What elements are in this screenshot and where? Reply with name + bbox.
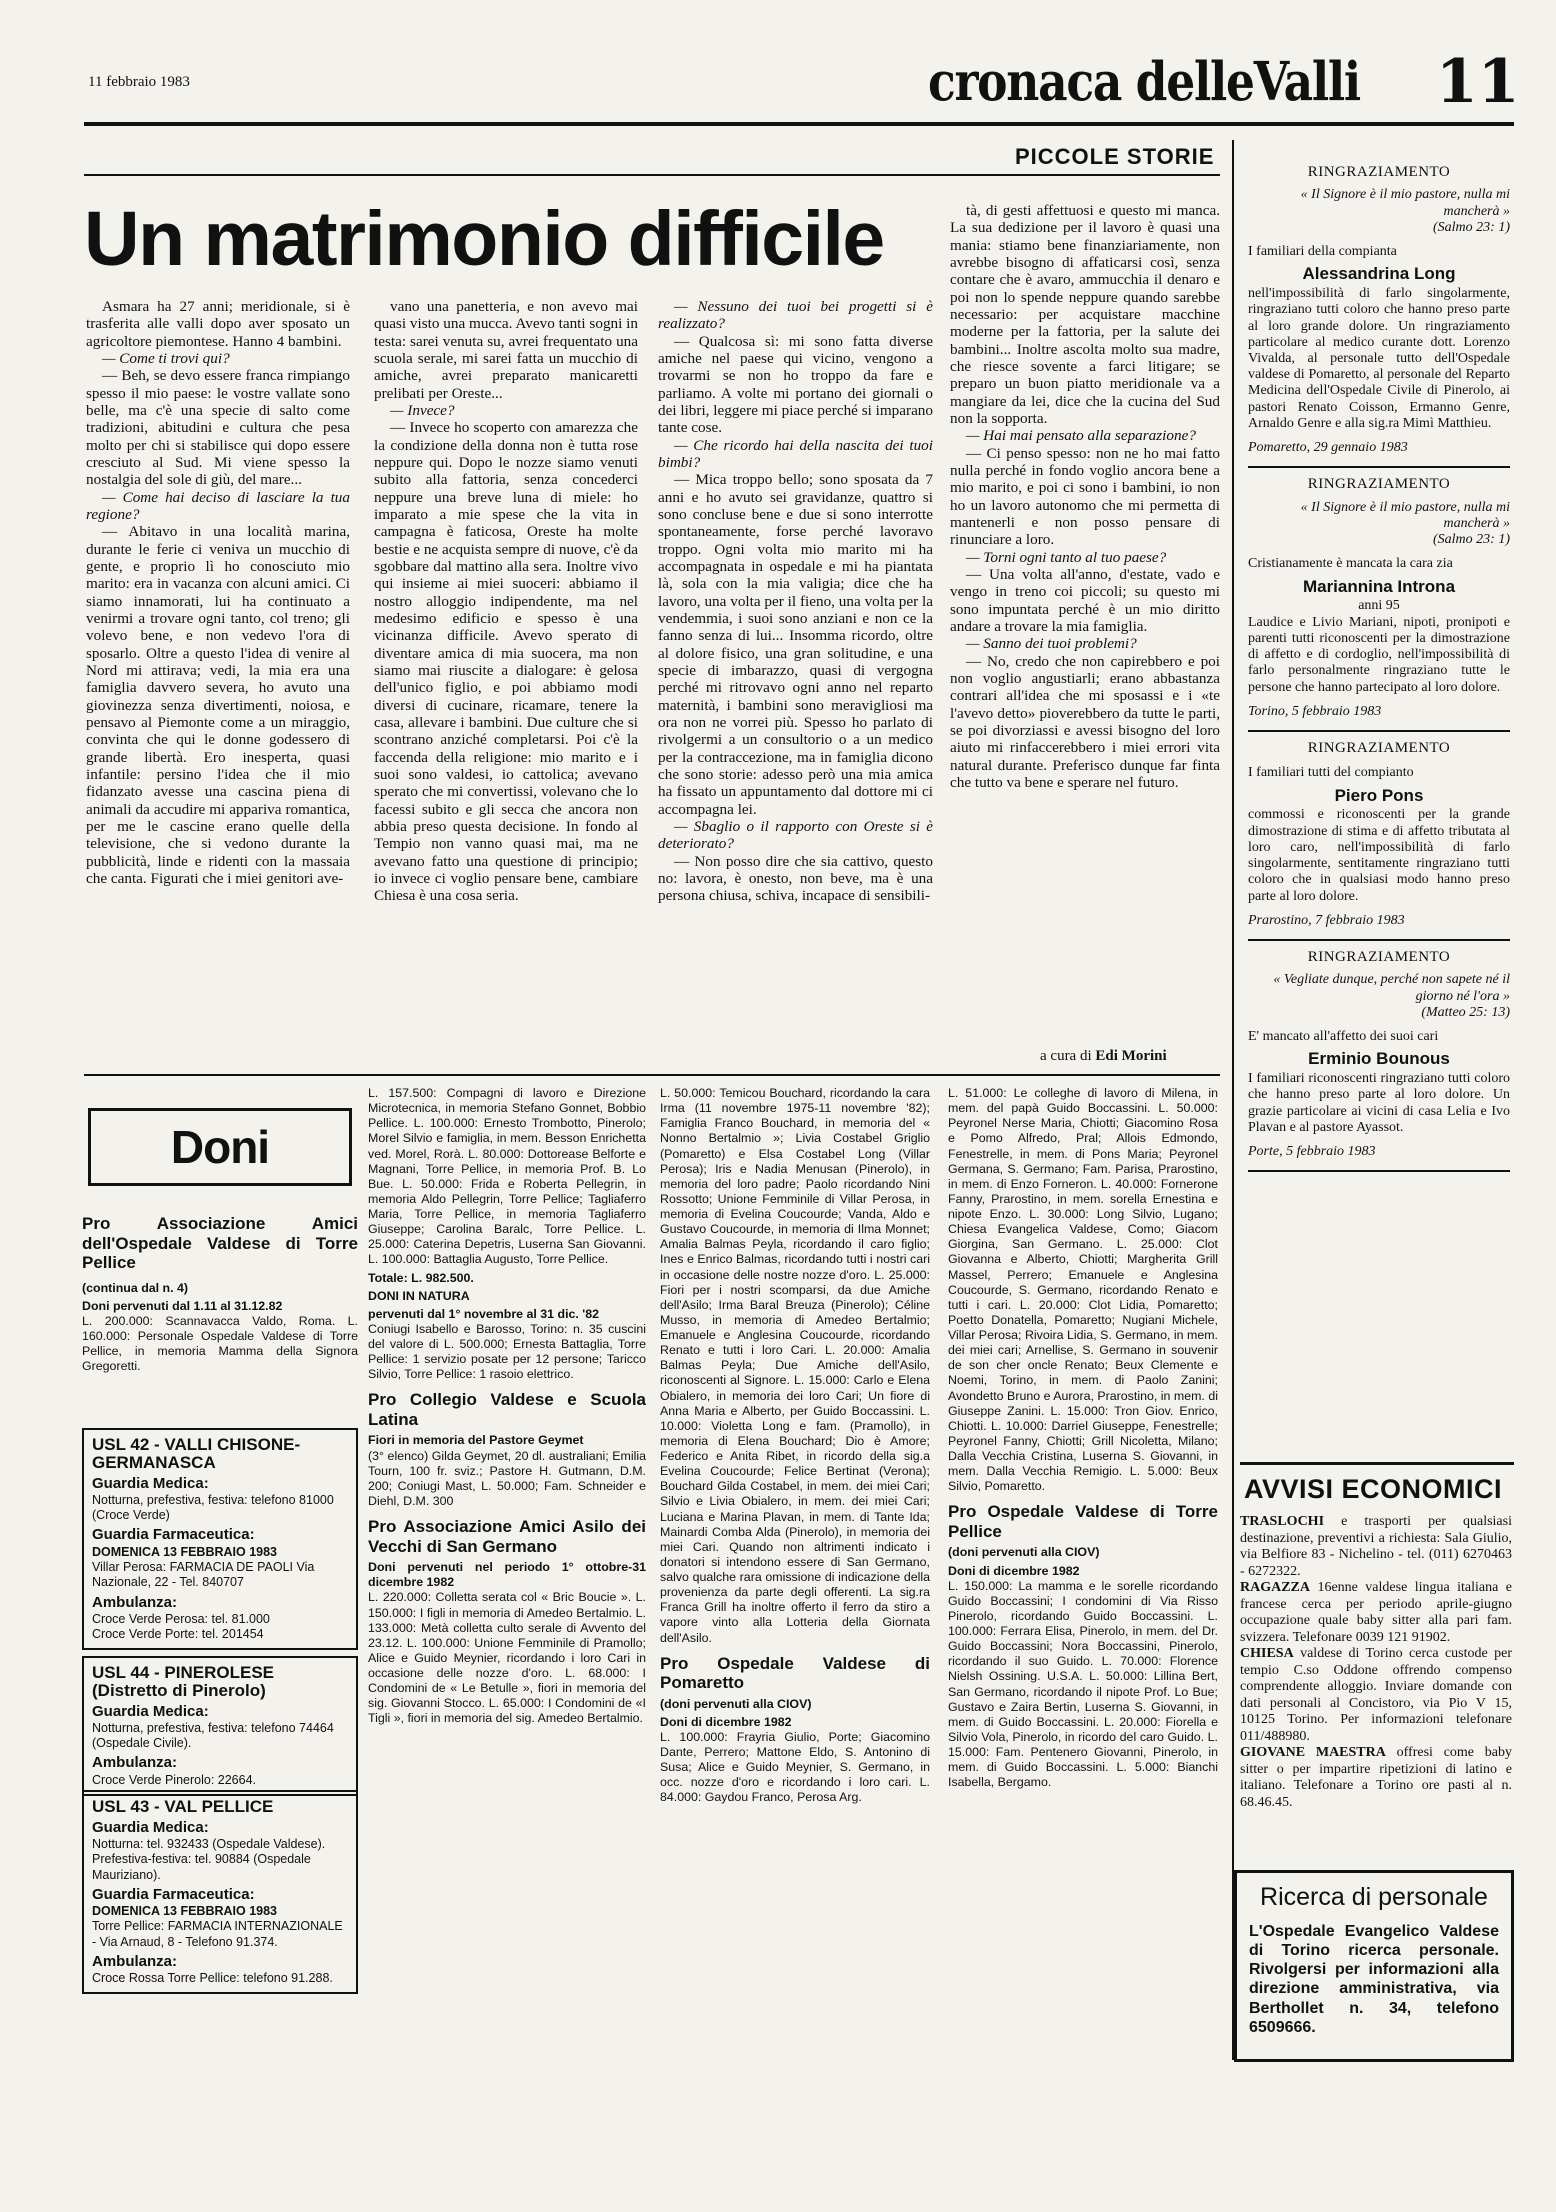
thanks-notice: [1248, 949, 1510, 1172]
usl-line: Guardia Medica:: [92, 1818, 209, 1836]
article-paragraph: — Una volta all'anno, d'estate, vado e vengo in treno coi piccoli; su questo mi sono impuntata perché è un mio diritto andare a trovare la mia famiglia.: [950, 565, 1220, 635]
right-column-divider: [1232, 140, 1234, 2060]
doni-assoc-period: Doni pervenuti dal 1.11 al 31.12.82: [82, 1298, 283, 1313]
article-paragraph: — Mica troppo bello; sono sposata da 7 anni e ho avuto sei gravidanze, quattro si sono concluse bene e due si sono interrotte spontaneamente, forse perché lavoravo troppo. Ogni volta mio marito mi ha accompagnata in ospedale e mi ha piantata là, sola con la mia valigia; dice che ha lavoro, una volta per il fieno, una volta per la vendemmia, i suoi sono anziani e non ce la fanno senza di lui... Insomma ricordo, oltre al dolore fisico, una gran solitudine, e una specie di imbarazzo, quasi di vergogna perché mi ritrovavo ogni anno nel reparto maternità, i bambini sono meravigliosi ma ora non ne vorrei più. Spesso ho parlato di rivolgermi a un consultorio o a un medico per la contraccezione, ma in famiglia dicono che sono storie: adesso però una mia amica ha fissato un appuntamento dal dottore mi ci accompagna lei.: [658, 471, 933, 818]
article-column-2: [374, 298, 638, 1058]
article-paragraph: — Hai mai pensato alla separazione?: [966, 427, 1196, 445]
article-column-4: [950, 202, 1220, 1040]
ricerca-box: [1234, 1870, 1514, 2062]
thanks-age: anni 95: [1358, 598, 1400, 614]
torre-title: Pro Ospedale Valdese di Torre Pellice: [948, 1502, 1218, 1541]
doni-natura-period: pervenuti dal 1° novembre al 31 dic. '82: [368, 1306, 600, 1321]
doni-assoc-body: L. 200.000: Scannavacca Valdo, Roma. L. 160.000: Personale Ospedale Valdese di Torre Pellice, in memoria Mamma della Signora Gregoretti.: [82, 1313, 358, 1374]
article-paragraph: Asmara ha 27 anni; meridionale, si è trasferita alle valli dopo aver sposato un agricoltore piemontese. Hanno 4 bambini.: [86, 298, 350, 350]
article-headline: Un matrimonio difficile: [84, 196, 884, 282]
avviso-lead: GIOVANE MAESTRA: [1240, 1745, 1386, 1761]
avvisi-rule: [1240, 1462, 1514, 1465]
article-paragraph: — Invece?: [390, 401, 455, 419]
thanks-text: Laudice e Livio Mariani, nipoti, pronipoti e parenti tutti riconoscenti per la dimostrazione di affetto e di cordoglio, nell'impossibilità di farlo personalmente ringraziano tutte le persone che hanno partecipato al loro dolore.: [1248, 614, 1510, 695]
article-paragraph: vano una panetteria, e non avevo mai quasi visto una mucca. Avevo tanti sogni in testa: sarei venuta su, avrei frequentato una scuola serale, mi sarei fatta un mucchio di amiche, avrei preparato manicaretti prelibati per Oreste...: [374, 298, 638, 402]
thanks-notice: [1248, 164, 1510, 468]
thanks-ref: (Salmo 23: 1): [1433, 219, 1510, 235]
doni-natura-title: DONI IN NATURA: [368, 1288, 470, 1303]
thanks-epigraph: « Il Signore è il mio pastore, nulla mi mancherà »: [1300, 499, 1510, 532]
thanks-deceased-name: Mariannina Introna: [1302, 576, 1456, 596]
avviso-item: [1240, 1514, 1512, 1580]
usl-line: Villar Perosa: FARMACIA DE PAOLI Via Nazionale, 22 - Tel. 840707: [92, 1560, 315, 1590]
usl-box: [82, 1428, 358, 1650]
doni-natura-body: Coniugi Isabello e Barosso, Torino: n. 35 cuscini del valore di L. 500.000; Ernesta Battaglia, Torre Pellice: 1 servizio posate per 12 persone; Taricco Silvio, Torre Pellice: 1 rasoio elettrico.: [368, 1321, 646, 1382]
usl-line: DOMENICA 13 FEBBRAIO 1983: [92, 1544, 277, 1559]
thanks-heading: RINGRAZIAMENTO: [1307, 740, 1451, 757]
usl-title: USL 44 - PINEROLESE (Distretto di Pinerolo): [92, 1663, 275, 1700]
usl-box: [82, 1656, 358, 1796]
masthead: cronaca delleValli: [928, 51, 1360, 113]
thanks-deceased-name: Erminio Bounous: [1308, 1049, 1450, 1069]
pomaretto-body: L. 100.000: Frayria Giulio, Porte; Giacomino Dante, Perrero; Mattone Eldo, S. Antonino di Susa; Alice e Guido Meynier, S. Germano, in occ. nozze d'oro e ricordando i loro cari. L. 84.000: Gaydou Franco, Perosa Arg.: [660, 1729, 930, 1805]
thanks-place-date: Prarostino, 7 febbraio 1983: [1248, 912, 1405, 928]
thanks-text: I familiari riconoscenti ringraziano tutti coloro che hanno preso parte al loro dolore. Un grazie particolare ai vicini di casa Lelia e Ivo Plavan e al pastore Ayassot.: [1248, 1071, 1510, 1135]
doni-col2-body: L. 157.500: Compagni di lavoro e Direzione Microtecnica, in memoria Stefano Gonnet, Bobbio Pellice. L. 100.000: Ernesto Trombotto, Pinerolo; Morel Silvio e famiglia, in mem. Besson Enrichetta ved. Morel, Rorà. L. 80.000: Dottorease Belforte e Magnani, Torre Pellice, in memoria Prof. B. Lo Bue. L. 50.000: Frida e Roberta Pellegrin, in memoria Aldo Pellegrin, Torre Pellice; Tagliaferro Maria, Torre Pellice, in memoria Tagliaferro Giuseppe; Carolina Baralc, Torre Pellice. L. 25.000: Caterina Depetris, Luserna San Giovanni. L. 100.000: Battaglia Augusto, Torre Pellice.: [368, 1086, 646, 1267]
ricerca-title: Ricerca di personale: [1260, 1883, 1488, 1911]
doni-title: Doni: [88, 1108, 352, 1186]
byline-prefix: a cura di: [1040, 1048, 1092, 1064]
article-paragraph: — Come ti trovi qui?: [102, 349, 230, 367]
avviso-item: [1240, 1580, 1512, 1646]
page-number: 11: [1436, 47, 1520, 117]
usl-line: Prefestiva-festiva: tel. 90884 (Ospedale Mauriziano).: [92, 1852, 311, 1882]
thanks-deceased-name: Alessandrina Long: [1302, 264, 1456, 284]
article-paragraph: tà, di gesti affettuosi e questo mi manca. La sua dedizione per il lavoro è quasi una mania: stiamo bene finanziariamente, non avrebbe bisogno di affaticarsi così, senza contare che è avaro, ammucchia il denaro e poi non lo spende neppure quando sarebbe necessario: per acquistare macchine moderne per la fattoria, per la salute dei bambini... Inoltre ascolta molto sua madre, che riesce sovente a farci litigare; se preparo un buon piatto meridionale va a mangiare da lei, dice che la cucina del Sud non la sopporta.: [950, 202, 1220, 427]
article-paragraph: — Come hai deciso di lasciare la tua regione?: [86, 488, 350, 523]
thanks-text: nell'impossibilità di farlo singolarmente, ringraziano tutti coloro che hanno preso parte al loro grande dolore. Un ringraziamento particolare al medico curante dott. Lorenzo Vivalda, al personale tutto dell'Ospedale valdese di Pomaretto, al personale del Reparto Medicina dell'Ospedale Civile di Pinerolo, ai pastori Renato Coisson, Ermanno Genre, Arnaldo Genre e alla sig.ra Mimì Matthieu.: [1248, 286, 1510, 431]
usl-line: Notturna, prefestiva, festiva: telefono 74464 (Ospedale Civile).: [92, 1720, 334, 1751]
thanks-deceased-name: Piero Pons: [1334, 785, 1424, 805]
torre-sub: (doni pervenuti alla CIOV): [948, 1545, 1100, 1560]
article-paragraph: — Torni ogni tanto al tuo paese?: [966, 548, 1167, 566]
article-column-3: [658, 298, 933, 1058]
collegio-sub: Fiori in memoria del Pastore Geymet: [368, 1433, 584, 1448]
section-kicker: PICCOLE STORIE: [1015, 144, 1215, 169]
torre-body: L. 150.000: La mamma e le sorelle ricordando Guido Boccassini; I condomini di Via Risso Pinerolo, ricordando Guido Boccassini. L. 100.000: Ferrara Elisa, Pinerolo, in mem. del Dr. Guido Boccassini; Nora Boccassini, Pinerolo, ricordando il suo Guido. L. 70.000: Florence Nielsh Ossining. U.S.A. L. 50.000: Lillina Bert, San Germano, ricordando il nipote Prof. Lo Bue; Gustavo e Zaira Bertin, Luserna S. Giovanni, in mem. di Guido Boccassini. L. 20.000: Fiorella e Silvio Vola, Pinerolo, in ricordo del caro Guido. L. 15.000: Fam. Pentenero Giovanni, Pinerolo, in mem. di Guido Boccassini. L. 5.000: Bianchi Isabella, Bergamo.: [948, 1578, 1218, 1790]
article-paragraph: — Che ricordo hai della nascita dei tuoi bimbi?: [658, 436, 933, 471]
avviso-lead: CHIESA: [1240, 1646, 1294, 1662]
article-paragraph: — Sanno dei tuoi problemi?: [966, 635, 1137, 653]
doni-col2-total: Totale: L. 982.500.: [368, 1270, 474, 1285]
thanks-heading: RINGRAZIAMENTO: [1307, 164, 1451, 180]
usl-line: Torre Pellice: FARMACIA INTERNAZIONALE - Via Arnaud, 8 - Telefono 91.374.: [92, 1919, 343, 1949]
avvisi-title: AVVISI ECONOMICI: [1244, 1474, 1503, 1504]
collegio-title: Pro Collegio Valdese e Scuola Latina: [368, 1390, 646, 1429]
avviso-item: [1240, 1646, 1512, 1745]
article-column-1: [86, 298, 350, 1058]
usl-title: USL 42 - VALLI CHISONE-GERMANASCA: [92, 1435, 301, 1472]
byline-author: Edi Morini: [1095, 1048, 1167, 1064]
usl-title: USL 43 - VAL PELLICE: [92, 1797, 274, 1816]
header-rule: [84, 122, 1514, 126]
avviso-text: offresi come baby sitter o per impartire ripetizioni di latino e italiano. Telefonare a Torino ore pasti al n. 68.46.45.: [1240, 1745, 1512, 1810]
article-paragraph: — Qualcosa sì: mi sono fatta diverse amiche nel paese qui vicino, vengono a trovarmi se non ho troppo da fare e parliamo. A volte mi portano dei giornali o dei libri, leggere mi piace perché si imparano tante cose.: [658, 332, 933, 437]
article-paragraph: — Ci penso spesso: non ne ho mai fatto nulla perché in fondo voglio ancora bene a mio marito, e poi ci sono i bambini, io non ho un lavoro autonomo che mi permetta di mantenerli e non posso pensare di rinunciare a loro.: [950, 444, 1220, 549]
thanks-ref: (Matteo 25: 13): [1421, 1004, 1510, 1020]
pomaretto-period: Doni di dicembre 1982: [660, 1714, 792, 1729]
usl-line: Guardia Farmaceutica:: [92, 1526, 255, 1544]
avviso-text: valdese di Torino cerca custode per tempio C.so Oddone offrendo compenso comprendente alloggio. Inviare domande con dati personali al Concistoro, via Pio V 15, 10125 Torino. Per informazioni telefonare 011/488980.: [1240, 1646, 1512, 1744]
thanks-intro: E' mancato all'affetto dei suoi cari: [1248, 1029, 1439, 1045]
avviso-item: [1240, 1745, 1512, 1811]
usl-line: Notturna, prefestiva, festiva: telefono 81000 (Croce Verde): [92, 1492, 334, 1523]
usl-box: [82, 1790, 358, 1994]
thanks-text: commossi e riconoscenti per la grande dimostrazione di stima e di affetto tributata al loro caro, nell'impossibilità di farlo singolarmente, sentitamente ringraziano tutti coloro che in qualsiasi modo hanno preso parte al loro dolore.: [1248, 807, 1510, 904]
thanks-epigraph: « Il Signore è il mio pastore, nulla mi mancherà »: [1300, 187, 1510, 219]
thanks-notice: [1248, 740, 1510, 941]
thanks-place-date: Torino, 5 febbraio 1983: [1248, 703, 1382, 719]
usl-line: Notturna: tel. 932433 (Ospedale Valdese).: [92, 1837, 326, 1852]
article-paragraph: — Sbaglio o il rapporto con Oreste si è deteriorato?: [658, 817, 933, 853]
doni-assoc-title: Pro Associazione Amici dell'Ospedale Valdese di Torre Pellice: [82, 1214, 358, 1273]
thanks-intro: I familiari tutti del compianto: [1248, 765, 1414, 781]
article-paragraph: — Beh, se devo essere franca rimpiango spesso il mio paese: le vostre vallate sono belle, ma c'è una specie di salto come tradizioni, abitudini e cultura che pesa molto per chi si stabilisce qui dopo essere cresciuto al Sud. Mi viene spesso la nostalgia del sole di giù, del mare...: [86, 367, 350, 489]
article-bottom-rule: [84, 1074, 1220, 1076]
usl-line: Croce Verde Perosa: tel. 81.000: [92, 1611, 270, 1626]
avvisi-list: [1240, 1514, 1512, 1811]
article-paragraph: — Non posso dire che sia cattivo, questo no: lavora, è onesto, non beve, ma è una persona chiusa, schiva, incapace di sensibili-: [658, 852, 933, 905]
usl-line: Croce Rossa Torre Pellice: telefono 91.288.: [92, 1971, 333, 1986]
usl-line: Croce Verde Pinerolo: 22664.: [92, 1772, 256, 1787]
thanks-notice: [1248, 476, 1510, 732]
article-paragraph: — Abitavo in una località marina, durante le ferie ci veniva un mucchio di gente, e proprio lì ho conosciuto mio marito: era in vacanza con alcuni amici. Ci siamo innamorati, lui ha continuato a venirmi a trovare ogni tanto, col treno; gli volevo bene, e non vedevo l'ora di sposarlo. Oltre a questo l'idea di venire al Nord mi attirava; vedi, la mia era una famiglia davvero severa, ho avuto una giovinezza senza divertimenti, noiosa, e pensavo al Piemonte come a un miraggio, convinta che qui le donne godessero di grande libertà. Ero inesperta, quasi infantile: persino l'idea che il mio fidanzato avesse una cascina piena di animali da accudire mi appariva romantica, per me le cascine erano quelle della televisione, che si vedono durante la pubblicità, linde e ridenti con la massaia che canta. Figurati che i miei genitori ave-: [86, 523, 350, 887]
doni-col4-body: L. 51.000: Le colleghe di lavoro di Milena, in mem. del papà Guido Boccassini. L. 50.000: Peyronel Nerse Maria, Chiotti; Giacomino Rosa e Pomo Alfredo, Pral; Allois Edmondo, Fenestrelle, in mem. di Pons Maria; Peyronel Germana, S. Germano; Fam. Parisa, Prarostino, in mem. di Enzo Forneron. L. 40.000: Fornerone Fanny, Prarostino, in mem. sorella Ernestina e nipote Enzo. L. 30.000: Long Silvio, Lugano; Chiesa Evangelica Valdese, Como; Giacom Giorgina, San Germano. L. 25.000: Clot Giovanna e Alberto, Chiotti; Margherita Grill Massel, Perrero; Emanuele e Anglesina Coucourde, S. Germano, ricordando Renato e tutti i cari. L. 20.000: Clot Lidia, Pomaretto; Poetto Donatella, Pomaretto; Nugiani Michele, Villar Perosa; Rivoira Lidia, S. Germano, in mem. dei miei cari; Arnellise, S. Germano in souvenir de son cher oncle Renato; Beux Clemente e Noemi, Torino, in mem. di Paolo Zanini; Avondetto Bruno e Aurora, Prarostino, in mem. di Giuseppe Zanini. L. 15.000: Tron Giov. Enrico, Chiotti. L. 10.000: Darriel Giuseppe, Fenestrelle; Peyronel Fanny, Chiotti; Grill Nicoletta, Milano; Dalla Vecchia Cristina, Luserna S. Giovanni, in mem. Dalla Vecchia Remigio. L. 5.000: Beux Silvio, Pomaretto.: [948, 1086, 1218, 1494]
asilo-period: Doni pervenuti nel periodo 1° ottobre-31 dicembre 1982: [368, 1560, 646, 1590]
thanks-place-date: Pomaretto, 29 gennaio 1983: [1248, 440, 1408, 456]
collegio-body: (3° elenco) Gilda Geymet, 20 dl. australiani; Emilia Tourn, 100 fr. sviz.; Pastore H. Gutmann, D.M. 200; Coniugi Mast, L. 50.000; Fam. Schneider e Diehl, D.M. 300: [368, 1448, 646, 1508]
ricerca-body: L'Ospedale Evangelico Valdese di Torino ricerca personale. Rivolgersi per informazioni alla direzione amministrativa, via Berthollet n. 34, telefono 6509666.: [1249, 1922, 1499, 2036]
thanks-heading: RINGRAZIAMENTO: [1307, 949, 1451, 966]
thanks-heading: RINGRAZIAMENTO: [1307, 476, 1451, 493]
avviso-text: e trasporti per qualsiasi destinazione, preventivi a richiesta: Sala Giulio, via Belfiore 83 - Nichelino - tel. (011) 6270463 - 6272322.: [1240, 1514, 1512, 1579]
usl-line: Guardia Medica:: [92, 1702, 209, 1720]
thanks-intro: I familiari della compianta: [1248, 244, 1397, 260]
avviso-text: 16enne valdese lingua italiana e francese cerca per periodo aprile-giugno occupazione quale baby sitter alla pari fam. svizzera. Telefonare 0039 121 91902.: [1240, 1580, 1512, 1645]
thanks-place-date: Porte, 5 febbraio 1983: [1248, 1144, 1376, 1160]
usl-line: Guardia Medica:: [92, 1474, 209, 1492]
thanks-intro: Cristianamente è mancata la cara zia: [1248, 556, 1453, 572]
doni-col-3: [660, 1086, 930, 2086]
usl-line: Guardia Farmaceutica:: [92, 1885, 255, 1903]
doni-col-1: [82, 1206, 358, 1416]
pomaretto-sub: (doni pervenuti alla CIOV): [660, 1696, 812, 1711]
pomaretto-title: Pro Ospedale Valdese di Pomaretto: [660, 1653, 930, 1693]
doni-assoc-sub: (continua dal n. 4): [82, 1280, 189, 1295]
usl-line: DOMENICA 13 FEBBRAIO 1983: [92, 1904, 277, 1919]
avviso-lead: TRASLOCHI: [1240, 1514, 1325, 1529]
usl-line: Croce Verde Porte: tel. 201454: [92, 1627, 264, 1642]
usl-line: Ambulanza:: [92, 1952, 178, 1970]
issue-date: 11 febbraio 1983: [88, 74, 190, 90]
kicker-rule: [84, 174, 1220, 176]
asilo-title: Pro Associazione Amici Asilo dei Vecchi di San Germano: [368, 1517, 646, 1556]
doni-col-4: [948, 1086, 1218, 2086]
usl-line: Ambulanza:: [92, 1754, 178, 1772]
avviso-lead: RAGAZZA: [1240, 1580, 1311, 1596]
thanks-ref: (Salmo 23: 1): [1433, 532, 1510, 548]
thanks-epigraph: « Vegliate dunque, perché non sapete né il giorno né l'ora »: [1273, 972, 1510, 1004]
doni-col-2: [368, 1086, 646, 2086]
article-byline: [1040, 1048, 1167, 1065]
article-paragraph: — Invece ho scoperto con amarezza che la condizione della donna non è tutta rose neppure qui. Dopo le nozze siamo venuti subito alla fattoria, senza concederci neppure una breve luna di miele: ho imparato a mie spese che la vita in campagna è faticosa, Oreste ha molte bestie e ne acquista sempre di nuove, c'è da sgobbare dal mattino alla sera. Inoltre vivo qui insieme ai miei suoceri: abbiamo il nostro alloggio indipendente, ma nel medesimo edificio e spesso è una vicinanza difficile. Avevo sperato di diventare amica di mia suocera, ma non siamo mai riuscite a dialogare: è gelosa dell'unico figlio, e poi abbiamo modi diversi di cucinare, ricamare, tenere la casa, allevare i bambini. Due culture che si scontrano anziché completarsi. Poi c'è la faccenda della religione: mio marito e i suoi sono valdesi, io cattolica; avevano sperato che mi convertissi, volevano che lo facessi subito e gli secca che ancora non abbia preso questa decisione. In fondo al Tempio non vanno quasi mai, ma ne avevano fatto una questione di principio; io invece ci voglio pensare bene, cambiare Chiesa è una cosa seria.: [374, 419, 638, 905]
thanks-column: [1248, 164, 1510, 1180]
asilo-body: L. 220.000: Colletta serata col « Bric Boucie ». L. 150.000: I figli in memoria di Amedeo Bertalmio. L. 133.000: Metà colletta culto serale di Avvento del 23.12. L. 100.000: Unione Femminile di Pramollo; Alice e Guido Meynier, ricordando i loro Cari in occasione delle nozze d'oro. L. 68.000: I Condomini de « Le Betulle », fiori in memoria del sig. Giovanni Stocco. L. 65.000: I Condomini de «I Tigli », fiori in memoria del sig. Amedeo Bertalmio.: [368, 1590, 646, 1726]
doni-col3-body: L. 50.000: Temicou Bouchard, ricordando la cara Irma (11 novembre 1975-11 novembre '82); Famiglia Franco Bouchard, in memoria del « Nonno Bertalmio »; Livia Costabel Griglio (Pomaretto) e Elsa Costabel Long (Villar Perosa); Iris e Nadia Menusan (Pinerolo), in memoria del loro padre; Paolo ricordando Nini Rossotto; Unione Femminile di Villar Perosa, in memoria di Evelina Coucourde; Vanda, Aldo e Gustavo Coucourde, in memoria di Ilma Monnet; Amalia Balmas Peyla, ricordando il caro figlio; Ines e Enrico Balmas, ricordando tutti i nostri cari in occasione delle nostre nozze d'oro. L. 25.000: Fiori per i nostri scomparsi, da due Amiche dell'Asilo; Irma Baral Breuza (Pinerolo); Céline Musso, in memoria di Amedeo Bertalmio; Emanuele e Anglesina Coucourde, ricordando Renato e tutti i loro Cari. L. 20.000: Amalia Balmas Peyla; Due Amiche dell'Asilo, riconoscenti al Signore. L. 15.000: Carlo e Elena Obialero, in memoria dei loro Cari; Un fiore di Anna Maria e Alberto, per Guido Boccassini. L. 10.000: Violetta Long e fam. (Pramollo), in memoria di Elena Bouchard; Dio è Amore; Federico e Anita Ribet, in ricordo della sig.a Evelina Coucourde; Felice Bertinat (Verona); Bouchard Gilda Costabel, in mem. dei miei Cari; Silvio e Livia Obialero, in mem. dei miei Cari; Luciana e Marina Plavan, in mem. di Tante Ida; Mainardi Comba Alda (Pinerolo), in memoria dei miei Cari. Quando non altrimenti indicato i donatori si intendono essere di San Germano, salvo qualche rara omissione di indicazione della provenienza da parte degli offerenti. La sig.ra Franca Grill ha inoltre offerto il ferro da stiro a vapore vinto alla Lotteria della Giornata dell'Asilo.: [660, 1086, 930, 1645]
usl-line: Ambulanza:: [92, 1593, 178, 1611]
article-paragraph: — No, credo che non capirebbero e poi non voglio angustiarli; erano abbastanza contrari all'idea che mi sposassi e i «te l'avevo detto» pioverebbero da tutte le parti, se poi divorziassi e avessi bisogno del loro aiuto mi rinfaccerebbero i miei errori vita natural durante. Preferisco dunque far finta che tutto va bene e sperare nel futuro.: [950, 652, 1220, 791]
article-paragraph: — Nessuno dei tuoi bei progetti si è realizzato?: [658, 298, 933, 333]
torre-period: Doni di dicembre 1982: [948, 1563, 1080, 1578]
